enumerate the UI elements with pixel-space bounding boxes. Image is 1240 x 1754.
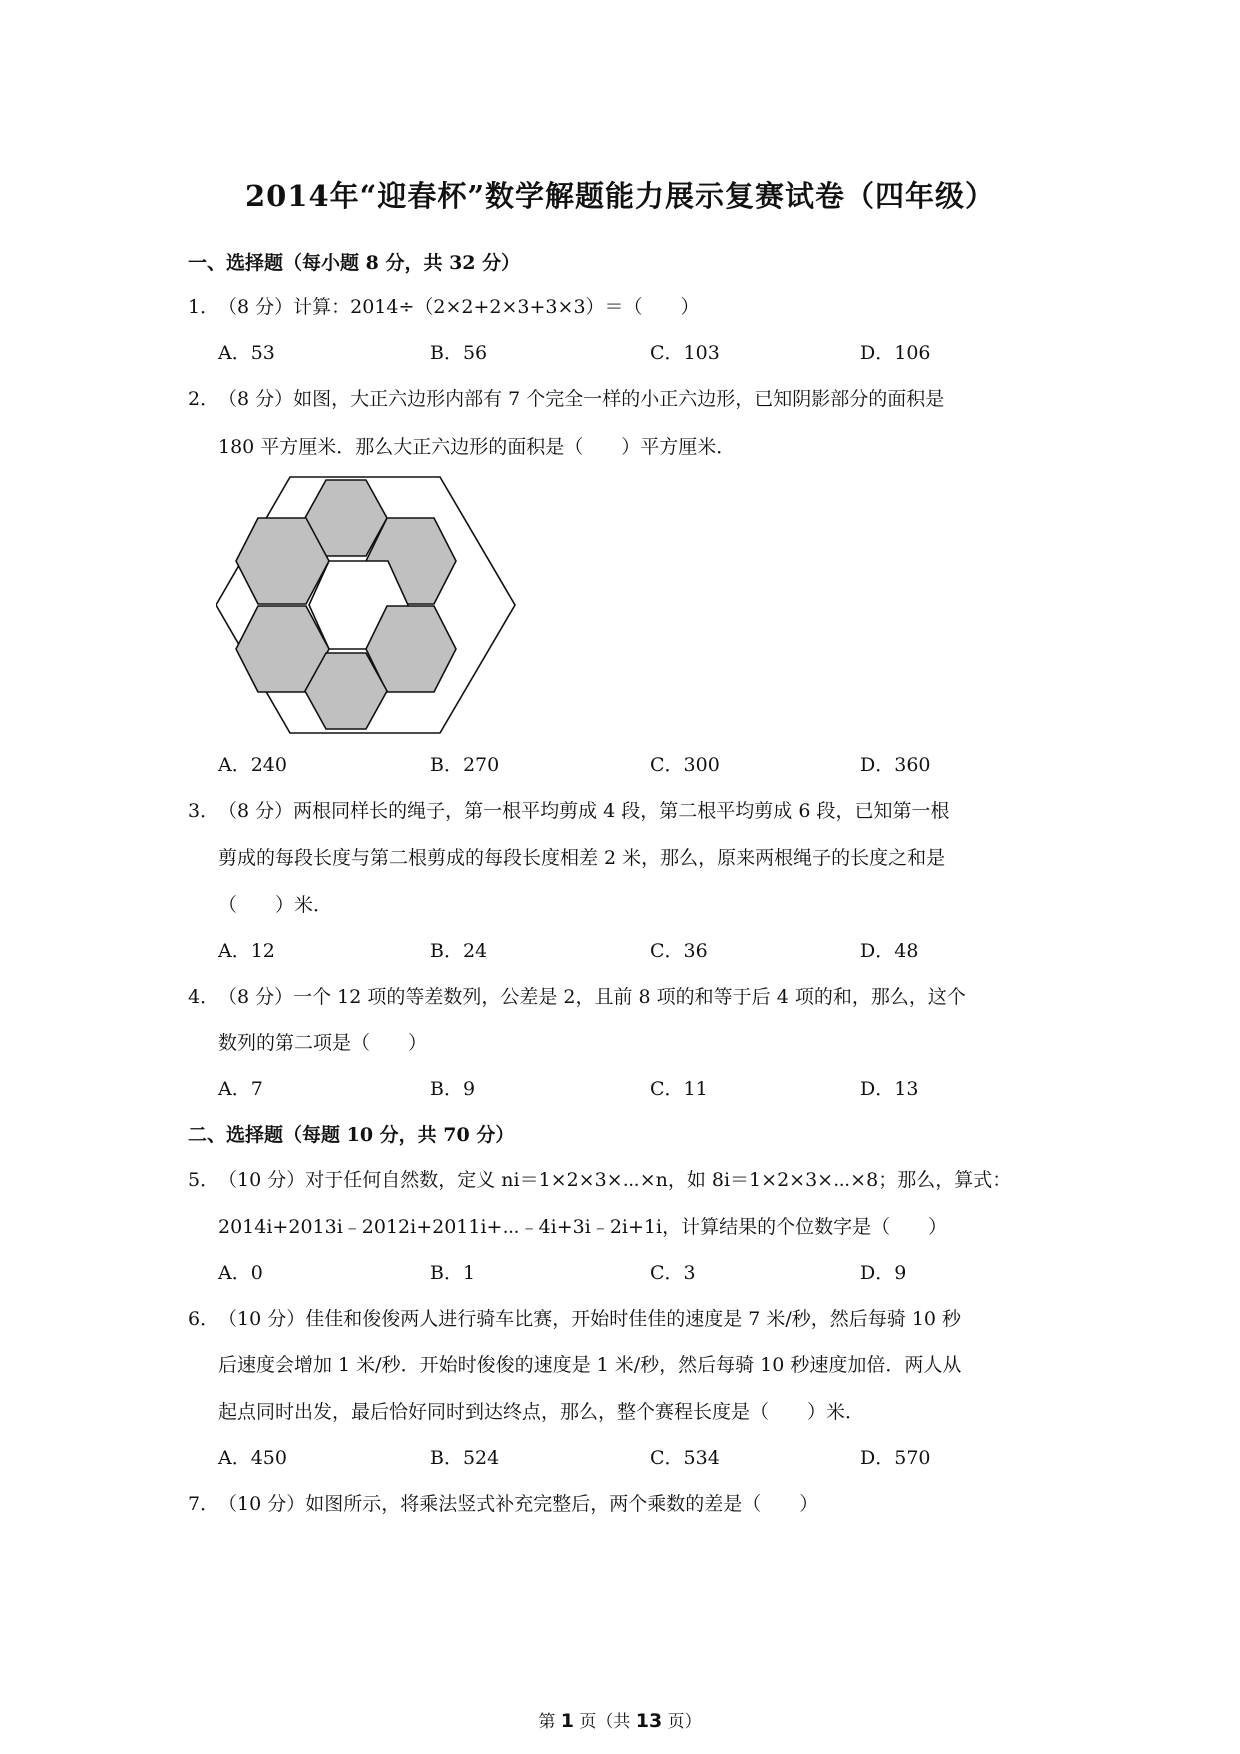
question-2 — [188, 384, 944, 411]
question-number: 2． — [188, 388, 220, 410]
option-c[interactable]: C．300 — [650, 754, 720, 776]
question-6 — [188, 1304, 961, 1331]
question-4 — [188, 982, 966, 1009]
question-text-continued: 180 平方厘米．那么大正六边形的面积是（ ）平方厘米． — [218, 436, 736, 458]
option-b[interactable]: B．270 — [430, 754, 500, 776]
question-1 — [188, 292, 700, 319]
option-b[interactable]: B．1 — [430, 1262, 476, 1284]
option-d[interactable]: D．9 — [860, 1262, 907, 1284]
page-title: 2014年“迎春杯”数学解题能力展示复赛试卷（四年级） — [244, 179, 996, 213]
question-7 — [188, 1489, 818, 1516]
question-number: 3． — [188, 800, 220, 822]
option-a[interactable]: A．12 — [218, 940, 275, 962]
option-a[interactable]: A．450 — [218, 1447, 287, 1469]
option-a[interactable]: A．0 — [218, 1262, 263, 1284]
question-text: （8 分）计算：2014÷（2×2+2×3+3×3）＝（ ） — [218, 296, 700, 318]
question-number: 7． — [188, 1493, 220, 1515]
question-number: 4． — [188, 986, 220, 1008]
question-text-continued: 2014i+2013i﹣2012i+2011i+⋯﹣4i+3i﹣2i+1i，计算结果的个位数字是（ ） — [218, 1216, 948, 1238]
footer-prefix: 第 — [538, 1712, 561, 1732]
question-text: （10 分）对于任何自然数，定义 ni＝1×2×3×⋯×n，如 8i＝1×2×3×⋯×8；那么，算式： — [218, 1169, 1012, 1191]
question-5 — [188, 1165, 1011, 1192]
question-text-continued: 起点同时出发，最后恰好同时到达终点，那么，整个赛程长度是（ ）米． — [218, 1401, 865, 1423]
option-b[interactable]: B．9 — [430, 1078, 476, 1100]
option-d[interactable]: D．48 — [860, 940, 919, 962]
option-a[interactable]: A．53 — [218, 342, 275, 364]
page-number: 1 — [560, 1710, 574, 1732]
option-a[interactable]: A．240 — [218, 754, 287, 776]
option-c[interactable]: C．36 — [650, 940, 708, 962]
page-total: 13 — [635, 1710, 663, 1732]
question-text: （10 分）如图所示，将乘法竖式补充完整后，两个乘数的差是（ ） — [218, 1493, 819, 1515]
option-b[interactable]: B．524 — [430, 1447, 500, 1469]
page-footer — [0, 1707, 1240, 1732]
option-c[interactable]: C．11 — [650, 1078, 708, 1100]
question-text-continued: 数列的第二项是（ ） — [218, 1032, 428, 1054]
question-text: （8 分）一个 12 项的等差数列，公差是 2，且前 8 项的和等于后 4 项的和，那么，这个 — [218, 986, 966, 1008]
question-text: （10 分）佳佳和俊俊两人进行骑车比赛，开始时佳佳的速度是 7 米/秒，然后每骑 10 秒 — [218, 1308, 962, 1330]
option-d[interactable]: D．13 — [860, 1078, 919, 1100]
question-number: 6． — [188, 1308, 220, 1330]
footer-middle: 页（共 — [573, 1712, 636, 1732]
option-a[interactable]: A．7 — [218, 1078, 263, 1100]
option-c[interactable]: C．103 — [650, 342, 720, 364]
option-d[interactable]: D．570 — [860, 1447, 931, 1469]
section-heading-1: 一、选择题（每小题 8 分，共 32 分） — [188, 252, 521, 274]
option-c[interactable]: C．3 — [650, 1262, 696, 1284]
question-text-continued: （ ）米． — [218, 894, 333, 916]
question-text-continued: 后速度会增加 1 米/秒．开始时俊俊的速度是 1 米/秒，然后每骑 10 秒速度加倍．两人从 — [218, 1354, 962, 1376]
question-text: （8 分）如图，大正六边形内部有 7 个完全一样的小正六边形，已知阴影部分的面积是 — [218, 388, 945, 410]
question-number: 1． — [188, 296, 220, 318]
option-b[interactable]: B．24 — [430, 940, 488, 962]
option-d[interactable]: D．360 — [860, 754, 931, 776]
question-text-continued: 剪成的每段长度与第二根剪成的每段长度相差 2 米，那么，原来两根绳子的长度之和是 — [218, 847, 946, 869]
option-b[interactable]: B．56 — [430, 342, 488, 364]
section-heading-2: 二、选择题（每题 10 分，共 70 分） — [188, 1124, 515, 1146]
question-text: （8 分）两根同样长的绳子，第一根平均剪成 4 段，第二根平均剪成 6 段，已知第一根 — [218, 800, 950, 822]
option-d[interactable]: D．106 — [860, 342, 931, 364]
question-3 — [188, 796, 949, 823]
hexagon-figure — [216, 475, 516, 735]
footer-suffix: 页） — [662, 1712, 702, 1732]
option-c[interactable]: C．534 — [650, 1447, 720, 1469]
question-number: 5． — [188, 1169, 220, 1191]
